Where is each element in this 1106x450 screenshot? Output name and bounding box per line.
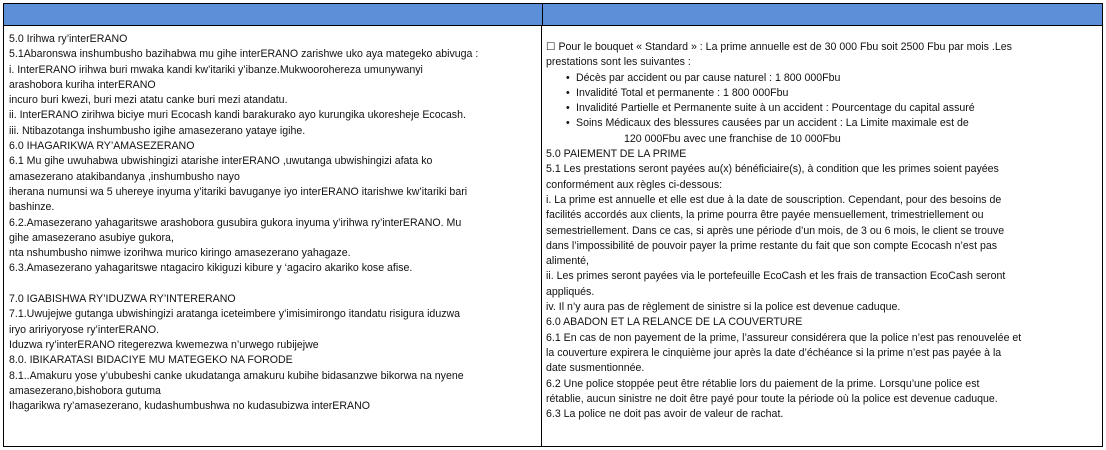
left-text-line: iryo aririyoryose ry’interERANO.: [9, 323, 160, 336]
left-text-line: i. InterERANO irihwa buri mwaka kandi kw’itariki y’ibanze.Mukwoorohereza umunywanyi: [9, 63, 423, 76]
right-text-line: dans l’impossibilité de pouvoir payer la prime restante du fait que son compte Ecocash n’est pas: [546, 239, 998, 252]
left-text-line: amasezerano atakibandanya ,inshumbusho nayo: [9, 170, 240, 183]
right-text-line: 6.2 Une police stoppée peut être rétablie lors du paiement de la prime. Lorsqu’une police est: [546, 377, 980, 390]
left-text-line: 8.1..Amakuru yose y’ububeshi canke ukudatanga amakuru kubihe bidasanzwe bikorwa na nyene: [9, 369, 464, 382]
left-text-line: nta nshumbusho nimwe izorihwa murico kiringo amasezerano yahagaze.: [9, 247, 351, 260]
left-text-line: iii. Ntibazotanga inshumbusho igihe amasezerano yataye igihe.: [9, 124, 306, 137]
left-text-line: 6.3.Amasezerano yahagaritswe ntagaciro kikiguzi kibure y ‘agaciro akariko kose afise.: [9, 262, 413, 275]
left-text-line: 7.0 IGABISHWA RY’IDUZWA RY’INTERERANO: [9, 293, 236, 306]
benefit-bullet-item: • Invalidité Total et permanente : 1 800 000Fbu: [546, 86, 1098, 101]
right-text-line: appliqués.: [546, 285, 595, 298]
right-column-french: [542, 26, 1102, 446]
right-text-line: 6.3 La police ne doit pas avoir de valeur de rachat.: [546, 408, 784, 421]
left-text-line: 5.1Abaronswa inshumbusho bazihabwa mu gihe interERANO zarishwe uko aya mategeko abivuga :: [9, 48, 479, 61]
right-text-line: conformément aux règles ci-dessous:: [546, 178, 723, 191]
benefit-bullet-item: • Décès par accident ou par cause naturel : 1 800 000Fbu: [546, 71, 1098, 86]
right-text-line: i. La prime est annuelle et elle est due à la date de souscription. Cependant, pour des besoins de: [546, 193, 1002, 206]
right-text-line: alimenté,: [546, 255, 589, 268]
right-text-line: semestriellement. Dans ce cas, si après une période d’un mois, de 3 ou 6 mois, le client se trouve: [546, 224, 1005, 237]
right-text-line: la couverture expirera le cinquième jour après la date d’échéance si la prime n’est pas payée à la: [546, 346, 1002, 359]
table-body-row: [4, 26, 1102, 446]
left-text-line: Ihagarikwa ry’amasezerano, kudashumbushwa no kudasubizwa interERANO: [9, 400, 370, 413]
right-text-line: rétablie, aucun sinistre ne doit être payé pour toute la période où la police est devenue caduque.: [546, 392, 998, 405]
right-text-line: 5.0 PAIEMENT DE LA PRIME: [546, 148, 687, 161]
right-text-line: ii. Les primes seront payées via le portefeuille EcoCash et les frais de transaction EcoCash seront: [546, 270, 1006, 283]
left-text-line: incuro buri kwezi, buri mezi atatu canke buri mezi atandatu.: [9, 94, 288, 107]
left-column-kirundi: [4, 26, 542, 446]
header-cell-left: [4, 4, 543, 25]
left-text-line: gihe amasezerano asubiye gukora,: [9, 231, 174, 244]
header-cell-right: [543, 4, 1102, 25]
intro-line: ☐ Pour le bouquet « Standard » : La prime annuelle est de 30 000 Fbu soit 2500 Fbu par mois .Les: [546, 41, 1012, 53]
right-text-line: 6.1 En cas de non payement de la prime, l’assureur considérera que la police n’est pas renouvelée et: [546, 331, 1022, 344]
table-header-row: [4, 4, 1102, 26]
left-text-line: [9, 277, 537, 292]
left-text-line: 6.1 Mu gihe uwuhabwa ubwishingizi atarishe interERANO ,uwutanga ubwishingizi afata ko: [9, 155, 433, 168]
bullet-continuation: 120 000Fbu avec une franchise de 10 000Fbu: [624, 132, 841, 145]
left-text-line: 6.0 IHAGARIKWA RY’AMASEZERANO: [9, 140, 195, 153]
right-text-line: 5.1 Les prestations seront payées au(x) bénéficiaire(s), à condition que les primes soient payées: [546, 163, 999, 176]
right-text-line: iv. Il n’y aura pas de règlement de sinistre si la police est devenue caduque.: [546, 301, 901, 314]
left-text-line: 8.0. IBIKARATASI BIDACIYE MU MATEGEKO NA FORODE: [9, 354, 293, 367]
left-text-line: iherana numunsi wa 5 uhereye inyuma y’itariki bavuganye iyo interERANO itarishwe kw’itariki bari: [9, 185, 468, 198]
left-text-line: Iduzwa ry’interERANO ritegerezwa kwemezwa n’urwego rubijejwe: [9, 338, 319, 351]
right-text-line: date susmentionnée.: [546, 362, 645, 375]
benefit-bullet-item: • Soins Médicaux des blessures causées par un accident : La Limite maximale est de: [546, 116, 1098, 131]
document-table: [3, 3, 1103, 447]
intro-line-2: prestations sont les suivantes :: [546, 56, 691, 69]
right-text-line: facilités accordés aux clients, la prime pourra être payée mensuellement, trimestriellement ou: [546, 209, 984, 222]
left-text-line: arashobora kuriha interERANO: [9, 78, 156, 91]
left-text-line: 5.0 Irihwa ry’interERANO: [9, 33, 128, 45]
left-text-line: ii. InterERANO zirihwa biciye muri Ecocash kandi barakurako ayo kurungika ukoresheje Ecocash.: [9, 109, 466, 122]
left-text-line: amasezerano,bishobora gutuma: [9, 384, 161, 397]
left-text-line: 7.1.Uwujejwe gutanga ubwishingizi aratanga iceteimbere y’imisimirongo itandatu risigura iduzwa: [9, 308, 461, 321]
left-text-line: bashinze.: [9, 201, 55, 214]
right-text-line: 6.0 ABADON ET LA RELANCE DE LA COUVERTURE: [546, 316, 803, 329]
left-text-line: 6.2.Amasezerano yahagaritswe arashobora gusubira gukora inyuma y’irihwa ry’interERANO. Mu: [9, 216, 462, 229]
benefit-bullet-item: • Invalidité Partielle et Permanente suite à un accident : Pourcentage du capital assuré: [546, 101, 1098, 116]
